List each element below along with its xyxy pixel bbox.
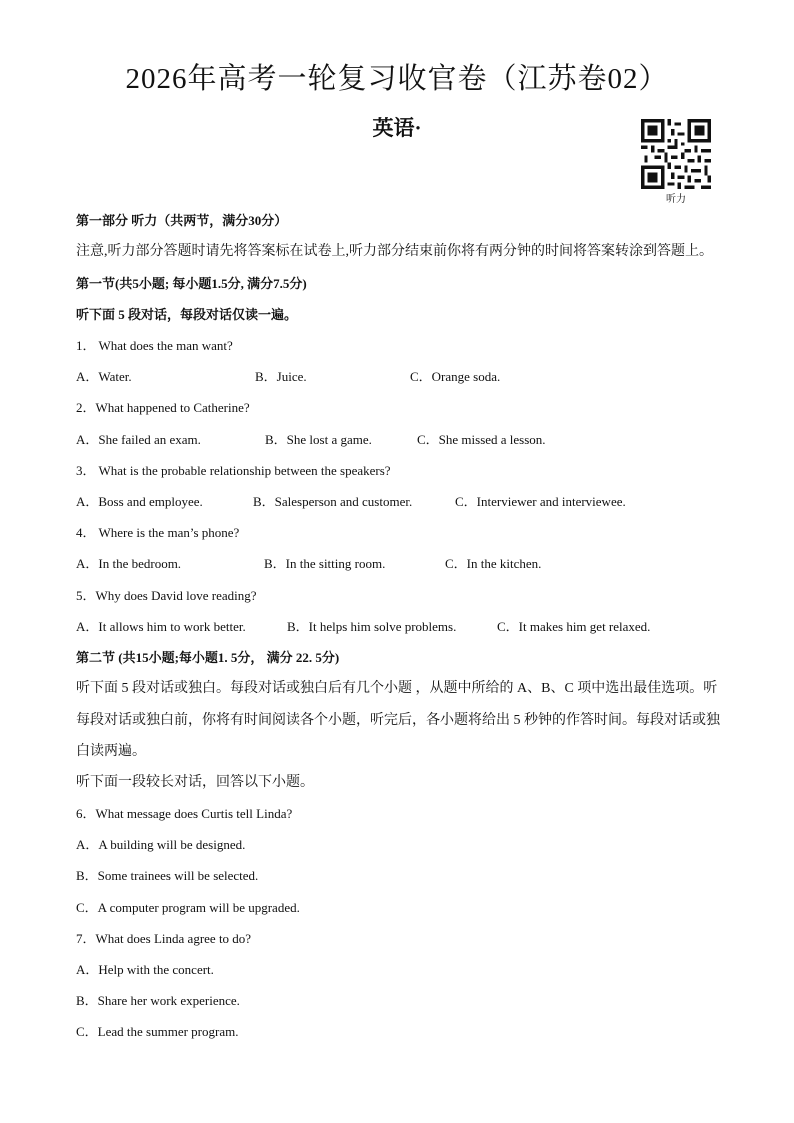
option-2b[interactable]: B．She lost a game. — [265, 432, 372, 447]
section2-heading: 第二节 (共15小题;每小题1. 5分， 满分 22. 5分) — [76, 650, 340, 665]
option-6c[interactable]: C．A computer program will be upgraded. — [76, 900, 300, 915]
option-4c[interactable]: C．In the kitchen. — [445, 556, 542, 571]
option-1a[interactable]: A．Water. — [76, 369, 132, 384]
qr-code-icon[interactable] — [641, 119, 711, 189]
option-1b[interactable]: B．Juice. — [255, 369, 307, 384]
section1-instruction: 听下面 5 段对话，每段对话仅读一遍。 — [76, 307, 298, 322]
section2-instruction-line1: 听下面 5 段对话或独白。每段对话或独白后有几个小题 ，从题中所给的 A、B、C 项中选出最佳选项。听 — [76, 681, 718, 696]
section2-instruction-line2: 每段对话或独白前，你将有时间阅读各个小题，听完后，各小题将给出 5 秒钟的作答时间。每段对话或独 — [76, 713, 720, 728]
question-5: 5．Why does David love reading? — [76, 588, 257, 603]
qr-label: 听力 — [666, 194, 686, 205]
option-5c[interactable]: C．It makes him get relaxed. — [497, 619, 651, 634]
part1-heading: 第一部分 听力（共两节，满分30分） — [76, 213, 288, 228]
question-6: 6．What message does Curtis tell Linda? — [76, 806, 293, 821]
section2-instruction-line3: 白读两遍。 — [76, 744, 146, 759]
option-4a[interactable]: A．In the bedroom. — [76, 556, 182, 571]
option-7b[interactable]: B．Share her work experience. — [76, 993, 240, 1008]
section1-heading: 第一节(共5小题; 每小题1.5分, 满分7.5分) — [76, 276, 307, 291]
option-2a[interactable]: A．She failed an exam. — [76, 432, 201, 447]
question-2: 2．What happened to Catherine? — [76, 400, 250, 415]
option-6b[interactable]: B．Some trainees will be selected. — [76, 868, 259, 883]
option-1c[interactable]: C．Orange soda. — [410, 369, 501, 384]
option-5a[interactable]: A．It allows him to work better. — [76, 619, 246, 634]
option-7c[interactable]: C．Lead the summer program. — [76, 1024, 239, 1039]
option-5b[interactable]: B．It helps him solve problems. — [287, 619, 457, 634]
option-3b[interactable]: B．Salesperson and customer. — [253, 494, 413, 509]
option-6a[interactable]: A．A building will be designed. — [76, 837, 246, 852]
subject-title: 英语· — [372, 116, 422, 140]
question-7: 7．What does Linda agree to do? — [76, 931, 252, 946]
option-3c[interactable]: C．Interviewer and interviewee. — [455, 494, 626, 509]
long-dialogue-intro: 听下面一段较长对话，回答以下小题。 — [76, 775, 314, 790]
listening-note: 注意,听力部分答题时请先将答案标在试卷上,听力部分结束前你将有两分钟的时间将答案转涂到答题上。 — [76, 244, 713, 259]
option-4b[interactable]: B．In the sitting room. — [264, 556, 386, 571]
question-1: 1． What does the man want? — [76, 338, 233, 353]
question-3: 3． What is the probable relationship between the speakers? — [76, 463, 391, 478]
option-7a[interactable]: A．Help with the concert. — [76, 962, 214, 977]
question-4: 4． Where is the man’s phone? — [76, 525, 240, 540]
exam-title: 2026年高考一轮复习收官卷（江苏卷02） — [125, 63, 669, 95]
option-2c[interactable]: C．She missed a lesson. — [417, 432, 546, 447]
option-3a[interactable]: A．Boss and employee. — [76, 494, 203, 509]
